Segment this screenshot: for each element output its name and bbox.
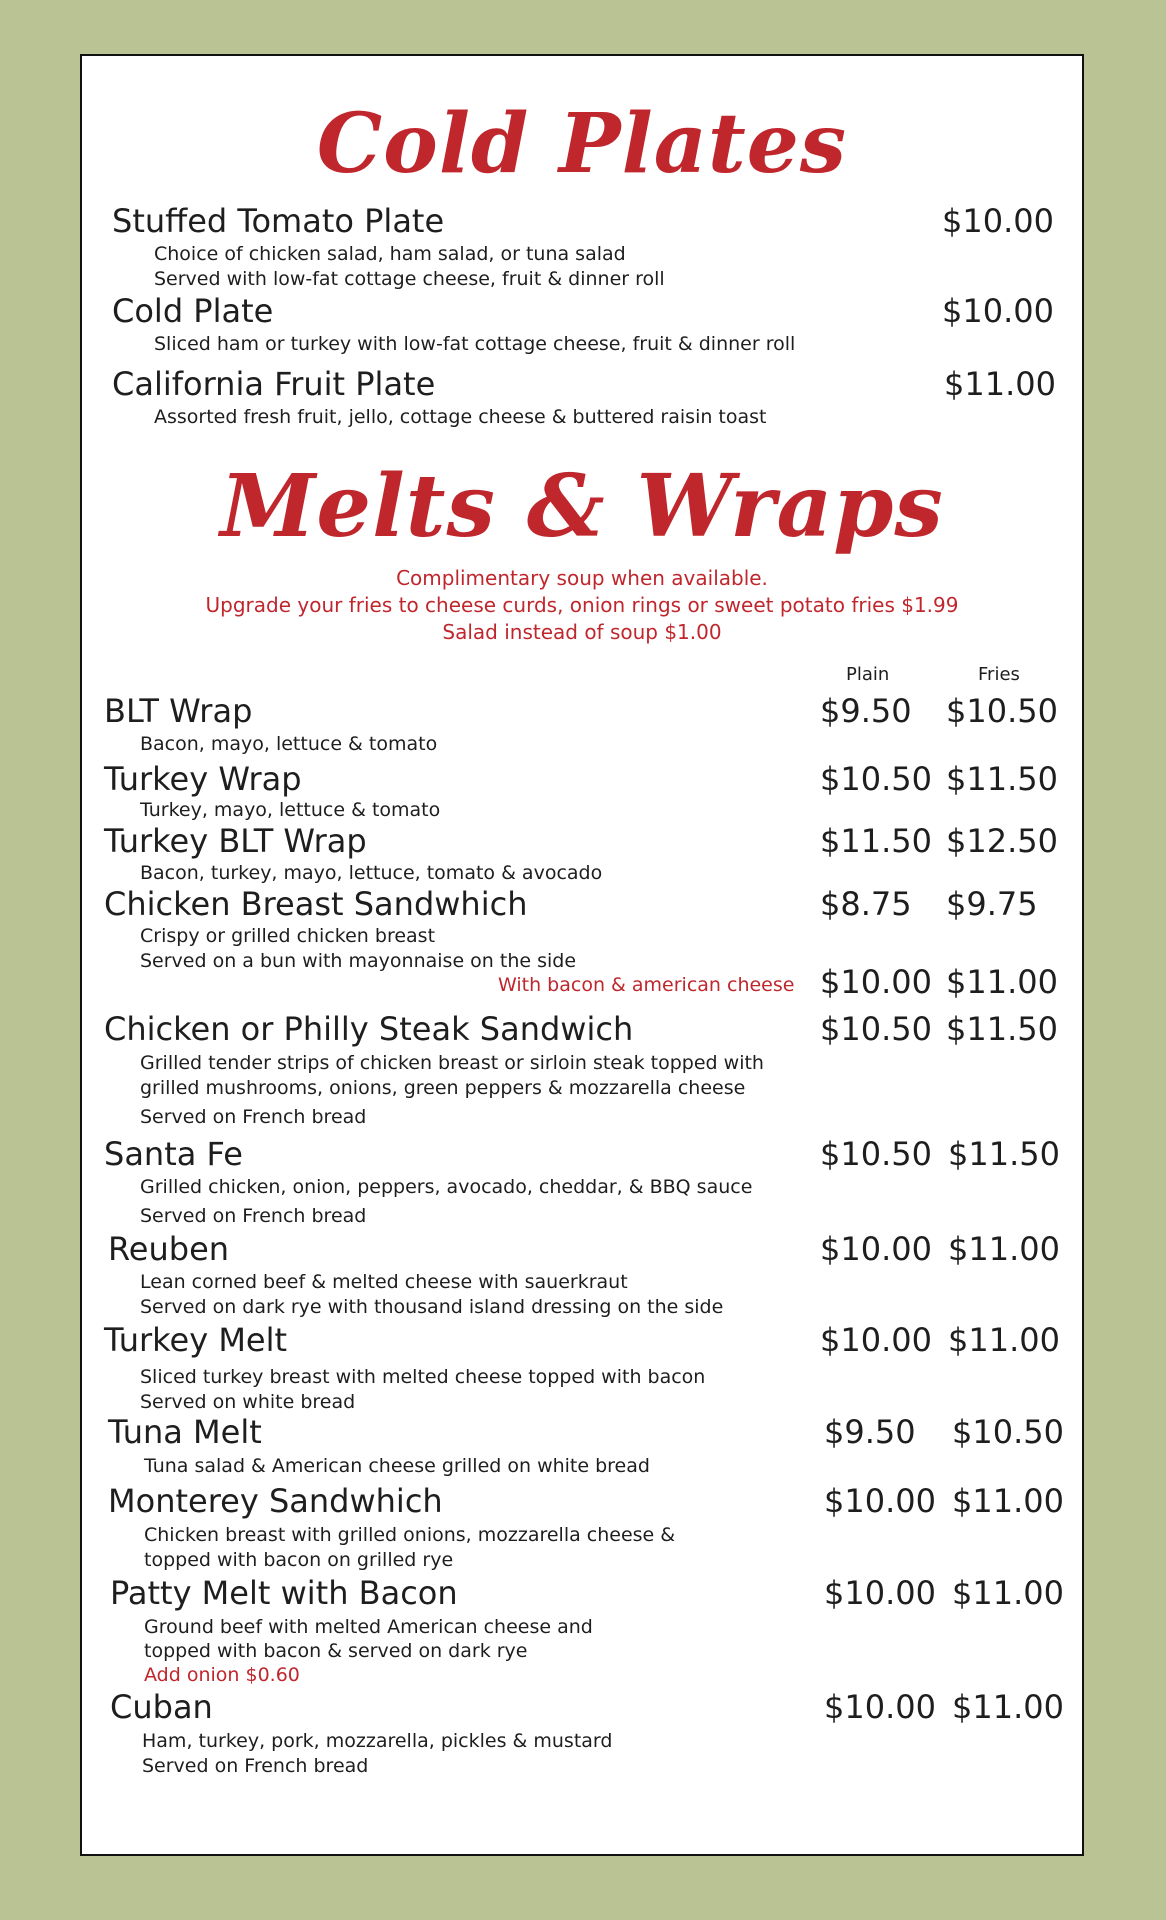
price-fries: $12.50 bbox=[946, 822, 1058, 860]
item-name: BLT Wrap bbox=[104, 692, 253, 730]
price-plain: $10.00 bbox=[820, 1321, 932, 1359]
item-name: California Fruit Plate bbox=[112, 365, 436, 403]
note-upgrade: Upgrade your fries to cheese curds, onion rings or sweet potato fries $1.99 bbox=[205, 593, 959, 617]
price-plain: $10.00 bbox=[824, 1482, 936, 1520]
price-fries: $11.50 bbox=[948, 1135, 1060, 1173]
menu-card bbox=[80, 54, 1084, 1856]
item-desc: Lean corned beef & melted cheese with sauerkraut bbox=[140, 1271, 628, 1293]
option-price-fries: $11.00 bbox=[946, 963, 1058, 1001]
item-desc: Ground beef with melted American cheese and bbox=[144, 1616, 593, 1638]
item-desc: Served on a bun with mayonnaise on the side bbox=[140, 950, 577, 972]
item-name: Santa Fe bbox=[104, 1135, 243, 1173]
item-desc: Sliced turkey breast with melted cheese topped with bacon bbox=[140, 1366, 706, 1388]
item-desc: Served on dark rye with thousand island dressing on the side bbox=[140, 1296, 724, 1318]
item-desc: Turkey, mayo, lettuce & tomato bbox=[140, 799, 441, 821]
price-fries: $11.00 bbox=[952, 1574, 1064, 1612]
item-desc: Ham, turkey, pork, mozzarella, pickles & mustard bbox=[142, 1730, 613, 1752]
price-plain: $10.00 bbox=[824, 1574, 936, 1612]
column-header-fries: Fries bbox=[978, 664, 1020, 685]
item-desc: Grilled chicken, onion, peppers, avocado, cheddar, & BBQ sauce bbox=[140, 1176, 753, 1198]
option-price-plain: $10.00 bbox=[820, 963, 932, 1001]
item-name: Cold Plate bbox=[112, 292, 274, 330]
item-name: Stuffed Tomato Plate bbox=[112, 202, 445, 240]
item-desc: Choice of chicken salad, ham salad, or tuna salad bbox=[154, 243, 626, 265]
item-desc: Chicken breast with grilled onions, mozzarella cheese & bbox=[144, 1524, 676, 1546]
item-desc: Tuna salad & American cheese grilled on white bread bbox=[144, 1455, 650, 1477]
column-header-plain: Plain bbox=[846, 664, 890, 685]
price-plain: $9.50 bbox=[824, 1413, 916, 1451]
item-name: Turkey Wrap bbox=[104, 760, 302, 798]
item-price: $11.00 bbox=[944, 365, 1056, 403]
item-desc: grilled mushrooms, onions, green peppers & mozzarella cheese bbox=[140, 1077, 746, 1099]
price-plain: $10.00 bbox=[820, 1230, 932, 1268]
item-desc: Sliced ham or turkey with low-fat cottage cheese, fruit & dinner roll bbox=[154, 333, 796, 355]
item-name: Turkey Melt bbox=[104, 1321, 288, 1359]
price-fries: $11.50 bbox=[946, 1010, 1058, 1048]
item-price: $10.00 bbox=[942, 292, 1054, 330]
price-plain: $10.50 bbox=[820, 760, 932, 798]
note-soup: Complimentary soup when available. bbox=[396, 566, 768, 590]
item-name: Chicken or Philly Steak Sandwich bbox=[104, 1010, 634, 1048]
item-name: Tuna Melt bbox=[108, 1413, 262, 1451]
item-desc: Crispy or grilled chicken breast bbox=[140, 925, 436, 947]
addon-note: Add onion $0.60 bbox=[144, 1664, 300, 1686]
item-desc: topped with bacon & served on dark rye bbox=[144, 1640, 528, 1662]
option-label: With bacon & american cheese bbox=[498, 974, 795, 996]
price-fries: $11.00 bbox=[948, 1321, 1060, 1359]
item-desc: Bacon, mayo, lettuce & tomato bbox=[140, 733, 438, 755]
price-fries: $11.00 bbox=[952, 1688, 1064, 1726]
price-plain: $10.50 bbox=[820, 1010, 932, 1048]
item-name: Reuben bbox=[108, 1230, 230, 1268]
item-price: $10.00 bbox=[942, 202, 1054, 240]
item-desc: Served on French bread bbox=[140, 1106, 367, 1128]
melts-wraps-title: Melts & Wraps bbox=[220, 456, 944, 557]
item-desc: Served on French bread bbox=[142, 1755, 369, 1777]
item-name: Chicken Breast Sandwhich bbox=[104, 885, 528, 923]
item-desc: Assorted fresh fruit, jello, cottage cheese & buttered raisin toast bbox=[154, 406, 767, 428]
cold-plates-title: Cold Plates bbox=[316, 96, 848, 192]
item-desc: Served on white bread bbox=[140, 1391, 356, 1413]
note-salad: Salad instead of soup $1.00 bbox=[442, 620, 722, 644]
price-fries: $11.00 bbox=[952, 1482, 1064, 1520]
item-desc: topped with bacon on grilled rye bbox=[144, 1549, 454, 1571]
item-name: Turkey BLT Wrap bbox=[104, 822, 367, 860]
item-name: Monterey Sandwhich bbox=[108, 1482, 443, 1520]
item-desc: Grilled tender strips of chicken breast or sirloin steak topped with bbox=[140, 1052, 764, 1074]
price-plain: $8.75 bbox=[820, 885, 912, 923]
price-fries: $11.50 bbox=[946, 760, 1058, 798]
price-fries: $10.50 bbox=[946, 692, 1058, 730]
item-name: Patty Melt with Bacon bbox=[110, 1574, 458, 1612]
price-fries: $10.50 bbox=[952, 1413, 1064, 1451]
price-plain: $11.50 bbox=[820, 822, 932, 860]
price-fries: $11.00 bbox=[948, 1230, 1060, 1268]
item-desc: Served on French bread bbox=[140, 1205, 367, 1227]
item-name: Cuban bbox=[110, 1688, 213, 1726]
item-desc: Served with low-fat cottage cheese, fruit & dinner roll bbox=[154, 268, 665, 290]
price-fries: $9.75 bbox=[946, 885, 1038, 923]
item-desc: Bacon, turkey, mayo, lettuce, tomato & avocado bbox=[140, 862, 603, 884]
price-plain: $10.00 bbox=[824, 1688, 936, 1726]
price-plain: $10.50 bbox=[820, 1135, 932, 1173]
price-plain: $9.50 bbox=[820, 692, 912, 730]
